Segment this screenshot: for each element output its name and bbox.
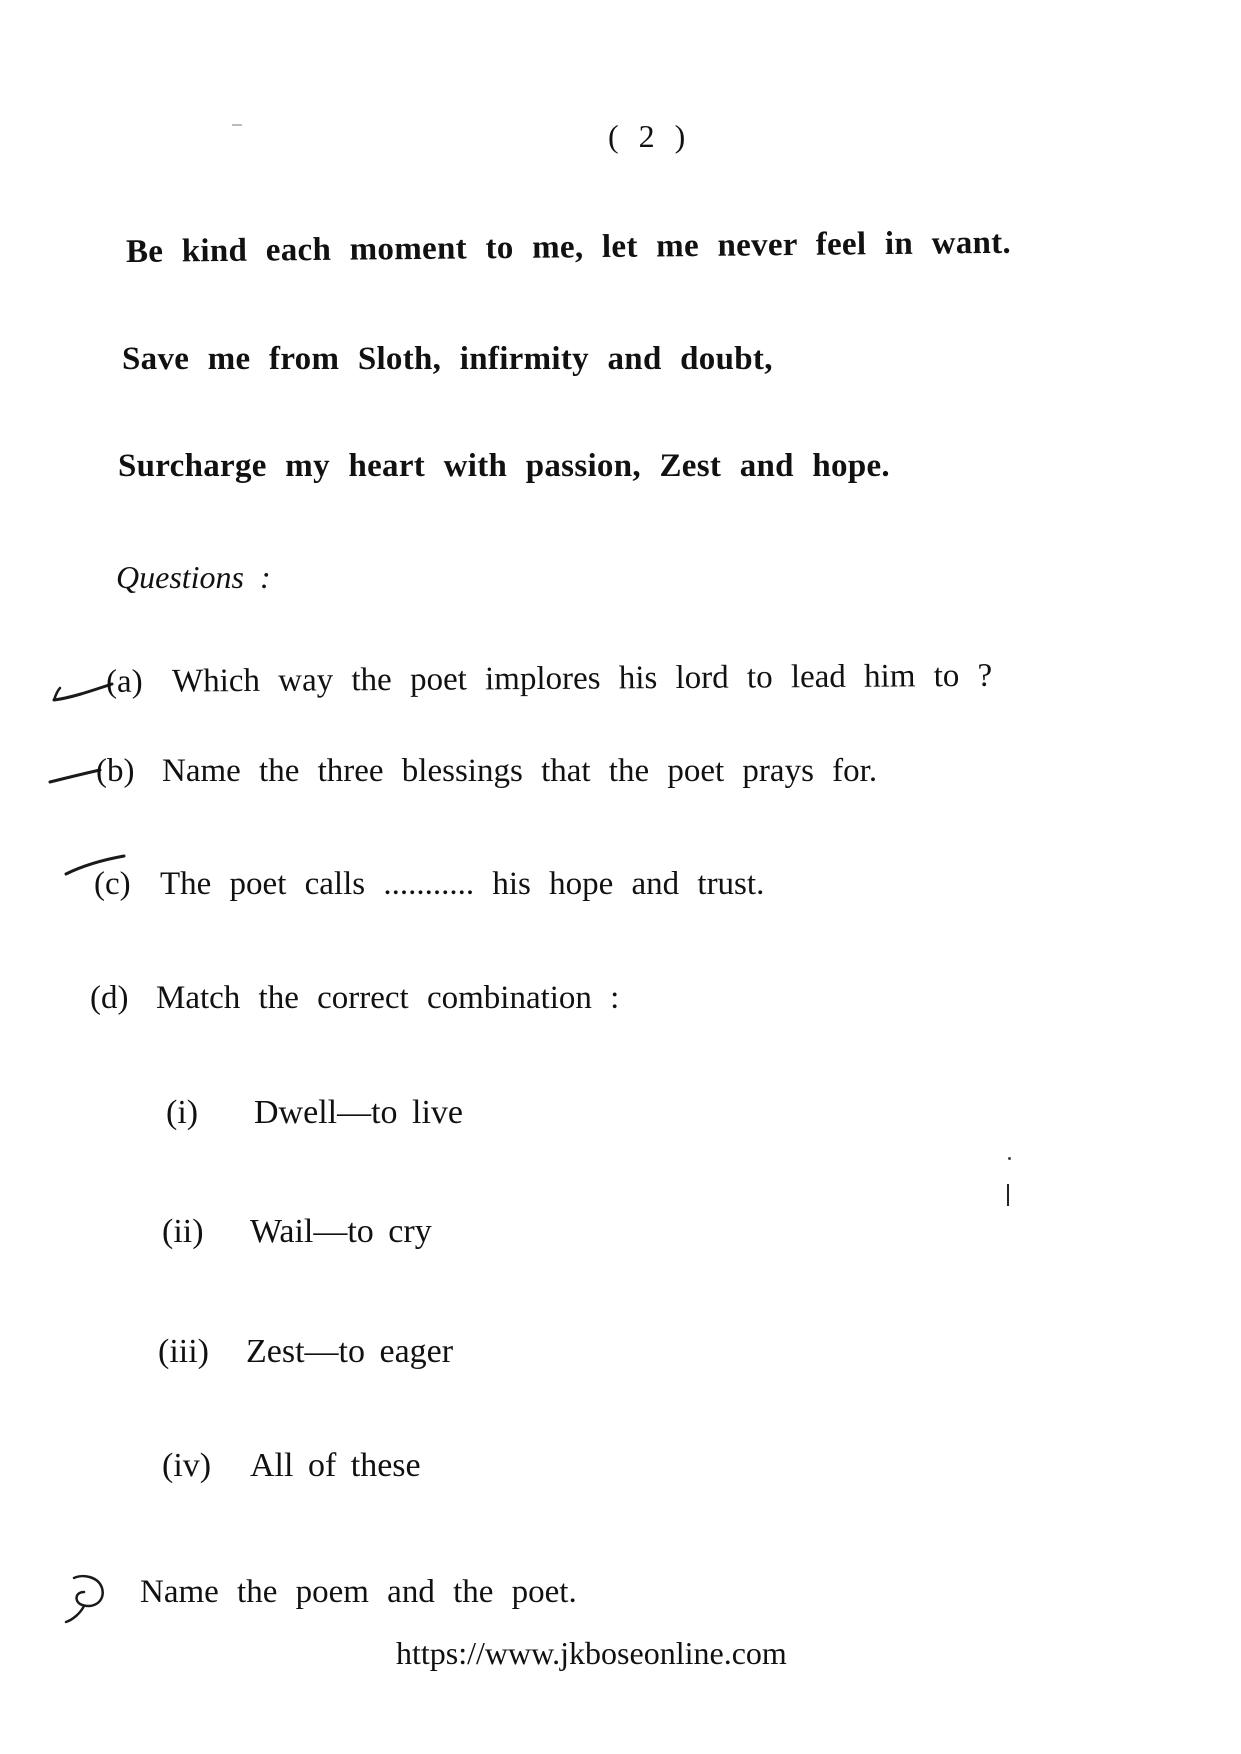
- question-c-text: The poet calls ........... his hope and trust.: [160, 866, 765, 902]
- option-iii: [158, 1333, 453, 1371]
- question-d-text: Match the correct combination :: [156, 980, 620, 1016]
- question-a-text: Which way the poet implores his lord to lead him to ?: [171, 657, 993, 700]
- stray-bar-mark: [1007, 1184, 1009, 1206]
- questions-heading: Questions :: [116, 559, 271, 595]
- page-number: ( 2 ): [608, 118, 692, 154]
- poem-line-1: Be kind each moment to me, let me never feel in want.: [125, 224, 1012, 270]
- stray-dot-mark: [1008, 1157, 1011, 1160]
- option-ii-text: Wail—to cry: [250, 1213, 432, 1250]
- poem-line-2: Save me from Sloth, infirmity and doubt,: [122, 341, 773, 377]
- option-i-label: (i): [166, 1094, 199, 1131]
- question-e: [74, 1574, 577, 1611]
- option-iv-label: (iv): [162, 1447, 212, 1484]
- option-iii-text: Zest—to eager: [246, 1333, 454, 1370]
- question-d: [90, 980, 619, 1017]
- stray-dash-mark: [232, 124, 242, 126]
- question-b: [96, 753, 877, 790]
- option-i: [166, 1094, 463, 1132]
- option-ii-label: (ii): [162, 1213, 204, 1250]
- question-a: [106, 658, 993, 701]
- question-c-label: (c): [94, 866, 131, 902]
- option-iii-label: (iii): [158, 1333, 209, 1370]
- question-b-text: Name the three blessings that the poet prays for.: [162, 753, 878, 789]
- question-c: [94, 866, 764, 903]
- footer-url-link[interactable]: https://www.jkboseonline.com: [396, 1635, 787, 1671]
- question-e-text: Name the poem and the poet.: [140, 1574, 577, 1610]
- option-i-text: Dwell—to live: [254, 1094, 464, 1131]
- question-a-label: (a): [105, 663, 143, 700]
- option-ii: [162, 1213, 432, 1251]
- poem-line-3: Surcharge my heart with passion, Zest and hope.: [118, 448, 890, 484]
- question-b-label: (b): [96, 753, 135, 789]
- option-iv-text: All of these: [250, 1447, 421, 1484]
- question-d-label: (d): [90, 980, 129, 1016]
- option-iv: [162, 1447, 421, 1485]
